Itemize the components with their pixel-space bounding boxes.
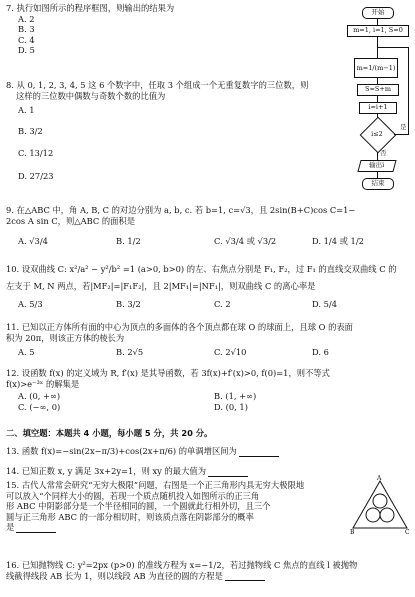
q10-option-c: C. 2 [214, 299, 231, 310]
q12-option-b: B. (1, +∞) [214, 391, 257, 402]
flow-condition-label: i≤2 [371, 130, 383, 138]
q7-option-b: B. 3 [18, 24, 35, 35]
flow-calc: m=1/(m−1) [354, 58, 398, 78]
question-9-stem-2: 2cos A sin C，则△ABC 的面积是 [6, 215, 136, 226]
question-16-stem-2: 线截得线段 AB 长为 1，则以线段 AB 为直径的圆的方程是 [6, 570, 223, 581]
q7-option-a: A. 2 [18, 13, 35, 24]
question-15-line-4: 圆与正三角形 ABC 的一部分相切时，则该质点落在阴影部分的概率 [6, 511, 254, 522]
question-11-stem-1: 11. 已知以正方体所有面的中心为顶点的多面体的各个顶点都在球 O 的球面上，且球 O 的表面 [6, 322, 353, 332]
q12-options-row1 [6, 391, 410, 402]
flow-start: 开始 [362, 7, 394, 19]
q11-option-d: D. 6 [312, 347, 329, 358]
question-11 [6, 322, 410, 358]
question-9 [6, 205, 410, 247]
circle-top [373, 494, 387, 508]
q12-option-c: C. (−∞, 0) [18, 401, 61, 412]
flowchart [342, 3, 412, 199]
q11-option-b: B. 2√5 [116, 347, 144, 358]
question-13-stem: 13. 函数 f(x)=−sin(2x−π/3)+cos(2x+π/6) 的单调增区间为 [6, 446, 237, 456]
q8-option-c: C. 13/12 [18, 148, 54, 159]
question-12 [6, 368, 410, 412]
question-14-stem: 14. 已知正数 x, y 满足 3x+2y=1，则 xy 的最大值为 [6, 466, 206, 476]
question-8-stem-2: 这样的三位数中偶数与奇数个数的比值为 [16, 90, 166, 101]
section-fill-in-title: 二、填空题：本题共 4 小题，每小题 5 分，共 20 分。 [6, 428, 213, 438]
question-11-stem-2: 积为 20π，则该正方体的棱长为 [6, 332, 125, 343]
q10-option-d: D. 5/4 [312, 299, 337, 310]
vertex-b-label: B [350, 529, 355, 535]
q10-option-b: B. 3/2 [116, 299, 141, 310]
q9-option-b: B. 1/2 [116, 236, 141, 247]
triangle-circles-figure [350, 475, 410, 535]
question-10-stem-1: 10. 设双曲线 C: x²/a² − y²/b² =1 (a>0, b>0) 的左、右焦点分别是 F₁, F₂，过 F₁ 的直线交双曲线 C 的 [6, 264, 397, 274]
q11-option-a: A. 5 [18, 347, 35, 358]
q12-option-d: D. (0, 1) [214, 401, 248, 412]
question-9-stem-1: 9. 在△ABC 中，角 A, B, C 的对边分别为 a, b, c. 若 b=1, c=√3，且 2sin(B+C)cos C=1− [6, 205, 356, 215]
question-15-line-2: 可以放入“个同样大小的圆，若现一个质点随机投入如图所示的正三角 [6, 490, 260, 501]
question-8-stem-1: 8. 从 0, 1, 2, 3, 4, 5 这 6 个数字中，任取 3 个组成一个无重复数字的三位数，则 [6, 80, 309, 90]
flow-init: m=1, i=1, S=0 [347, 25, 409, 37]
flow-sum: S=S+m [357, 84, 399, 96]
q8-option-d: D. 27/23 [18, 171, 54, 182]
q10-option-a: A. 5/3 [18, 299, 43, 310]
q13-answer-blank[interactable] [239, 448, 279, 457]
q10-options [6, 299, 410, 310]
question-16 [6, 560, 410, 581]
vertex-c-label: C [405, 529, 410, 535]
q9-options [6, 236, 410, 247]
question-8 [6, 80, 334, 182]
question-15-line-3: 形 ABC 中阴影部分是一个半径相同的圆，一个圆就此行相外切，且三个 [6, 501, 271, 512]
question-7 [6, 3, 334, 56]
flow-inc: i=i+1 [359, 102, 397, 114]
q9-option-c: C. √3/4 或 √3/2 [214, 236, 277, 247]
vertex-a-label: A [377, 475, 382, 482]
q8-option-b: B. 3/2 [18, 125, 43, 136]
q16-answer-blank[interactable] [225, 572, 265, 581]
question-7-stem: 7. 执行如图所示的程序框图，则输出的结果为 [6, 3, 175, 13]
circle-left [366, 508, 380, 522]
question-12-stem-1: 12. 设函数 f(x) 的定义域为 R, f′(x) 是其导函数，若 3f(x)+f′(x)>0, f(0)=1，则不等式 [6, 368, 330, 378]
circle-right [380, 508, 394, 522]
question-10 [6, 264, 410, 310]
q14-answer-blank[interactable] [208, 468, 248, 477]
q12-options-row2 [6, 402, 410, 413]
question-16-stem-1: 16. 已知抛物线 C: y²=2px (p>0) 的准线方程为 x=−1/2，若过抛物线 C 焦点的直线 l 被抛物 [6, 560, 358, 570]
question-15-line-5: 是 [6, 522, 15, 533]
q11-options [6, 347, 410, 358]
q7-option-d: D. 5 [18, 45, 35, 56]
question-10-stem-2: 左支于 M, N 两点，若|MF₂|=|F₁F₂|，且 2|MF₁|=|NF₁|，则双曲线 C 的离心率是 [6, 280, 316, 291]
flow-output-label: 输出i [369, 161, 385, 169]
question-13 [6, 446, 410, 457]
flow-no-label: 否 [380, 149, 387, 157]
q7-option-c: C. 4 [18, 34, 35, 45]
question-12-stem-2: f(x)>e⁻³ˣ 的解集是 [6, 378, 80, 389]
q8-option-a: A. 1 [18, 105, 35, 116]
q9-option-a: A. √3/4 [18, 236, 48, 247]
q15-answer-blank[interactable] [16, 524, 56, 533]
question-15 [6, 480, 346, 533]
question-15-line-1: 15. 古代人常常会研究“无穷大极限”问题，右图是一个正三角形内具无穷大极限地 [6, 480, 305, 490]
q9-option-d: D. 1/4 或 1/2 [312, 236, 364, 247]
flow-end: 结束 [362, 178, 394, 190]
q11-option-c: C. 2√10 [214, 347, 247, 358]
flow-yes-label: 是 [400, 123, 407, 131]
q12-option-a: A. (0, +∞) [18, 391, 61, 402]
